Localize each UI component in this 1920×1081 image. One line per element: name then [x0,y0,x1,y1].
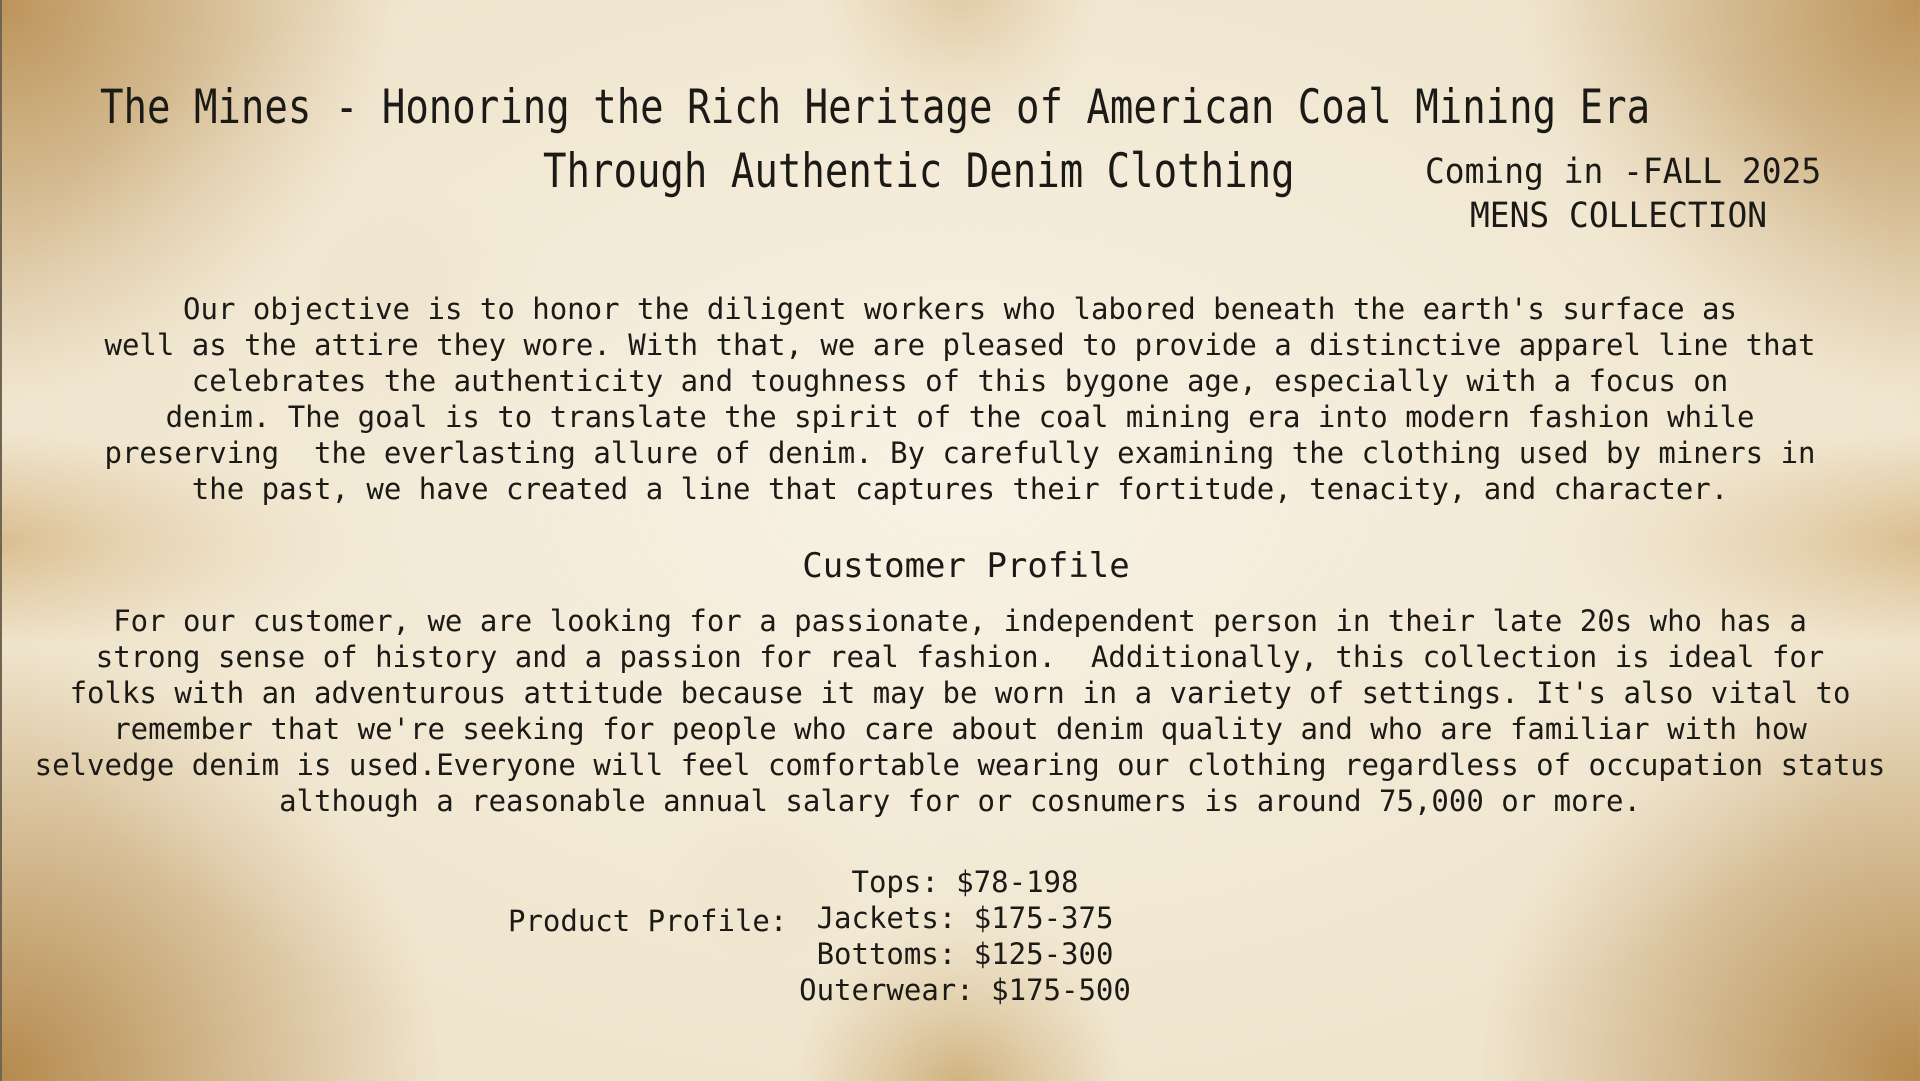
objective-line: preserving the everlasting allure of denim. By carefully examining the clothing used by miners in [104,436,1816,470]
objective-line: the past, we have created a line that captures their fortitude, tenacity, and character. [191,472,1729,506]
objective-line: celebrates the authenticity and toughness of this bygone age, especially with a focus on [191,364,1729,398]
price-item-tops: Tops: $78-198 [851,865,1079,899]
coming-season-text: Coming in -FALL 2025 [1425,152,1822,192]
customer-line: remember that we're seeking for people who care about denim quality and who are familiar with how [113,712,1807,746]
customer-profile-paragraph [0,603,1920,819]
objective-line: Our objective is to honor the diligent workers who labored beneath the earth's surface as [183,292,1737,326]
objective-line: well as the attire they wore. With that, we are pleased to provide a distinctive apparel line that [104,328,1816,362]
page-left-border [0,0,2,1081]
product-profile-label: Product Profile: [508,904,788,938]
customer-line: folks with an adventurous attitude because it may be worn in a variety of settings. It's also vital to [69,676,1851,710]
objective-line: denim. The goal is to translate the spirit of the coal mining era into modern fashion while [165,400,1755,434]
price-item-bottoms: Bottoms: $125-300 [816,937,1114,971]
customer-line: strong sense of history and a passion for real fashion. Additionally, this collection is ideal for [95,640,1825,674]
collection-label: MENS COLLECTION [1470,196,1768,236]
price-item-outerwear: Outerwear: $175-500 [799,973,1131,1007]
customer-line: For our customer, we are looking for a passionate, independent person in their late 20s who has a [113,604,1807,638]
price-item-jackets: Jackets: $175-375 [816,901,1114,935]
title-line-1: The Mines - Honoring the Rich Heritage of American Coal Mining Era [100,80,1651,135]
product-price-list [780,864,1150,1008]
customer-line: selvedge denim is used.Everyone will feel comfortable wearing our clothing regardless of occupation status [34,748,1886,782]
objective-paragraph [0,291,1920,507]
customer-line: although a reasonable annual salary for or cosnumers is around 75,000 or more. [279,784,1641,818]
title-line-2: Through Authentic Denim Clothing [543,144,1295,199]
customer-profile-heading: Customer Profile [802,546,1130,586]
